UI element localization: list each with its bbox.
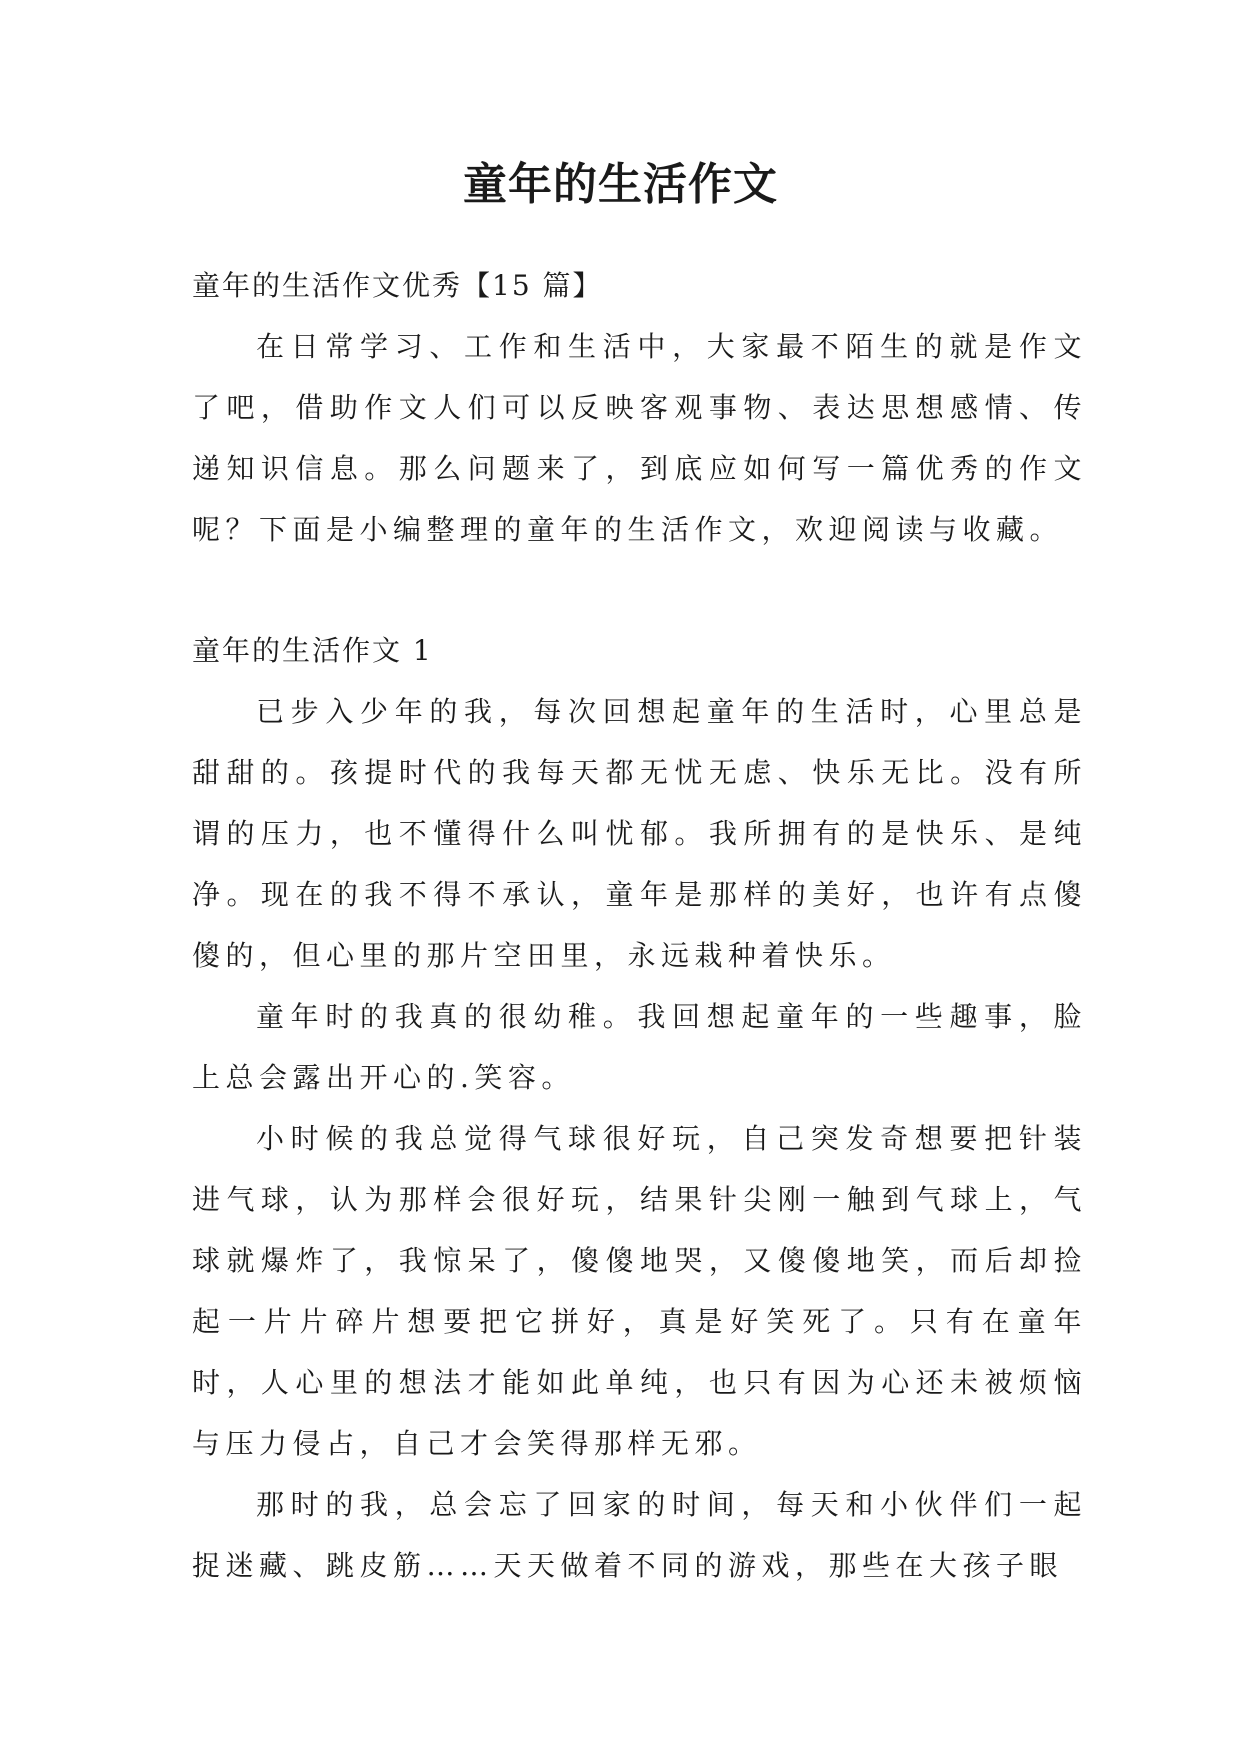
document-title: 童年的生活作文: [463, 159, 778, 210]
body-paragraph: 那时的我，总会忘了回家的时间，每天和小伙伴们一起捉迷藏、跳皮筋……天天做着不同的游戏，那些在大孩子眼: [192, 1488, 1087, 1582]
section-spacer: [192, 560, 1087, 621]
body-paragraph: 小时候的我总觉得气球很好玩，自己突发奇想要把针装进气球，认为那样会很好玩，结果针尖刚一触到气球上，气球就爆炸了，我惊呆了，傻傻地哭，又傻傻地笑，而后却捡起一片片碎片想要把它拼好，真是好笑死了。只有在童年时，人心里的想法才能如此单纯，也只有因为心还未被烦恼与压力侵占，自己才会笑得那样无邪。: [192, 1122, 1087, 1460]
document-body: [192, 256, 1087, 1596]
body-paragraph: 已步入少年的我，每次回想起童年的生活时，心里总是甜甜的。孩提时代的我每天都无忧无虑、快乐无比。没有所谓的压力，也不懂得什么叫忧郁。我所拥有的是快乐、是纯净。现在的我不得不承认，童年是那样的美好，也许有点傻傻的，但心里的那片空田里，永远栽种着快乐。: [192, 695, 1087, 972]
body-paragraph: 童年时的我真的很幼稚。我回想起童年的一些趣事，脸上总会露出开心的.笑容。: [192, 1000, 1087, 1094]
section-heading: 童年的生活作文 1: [192, 634, 433, 667]
document-subtitle: 童年的生活作文优秀【15 篇】: [192, 269, 603, 302]
intro-paragraph: 在日常学习、工作和生活中，大家最不陌生的就是作文了吧，借助作文人们可以反映客观事物、表达思想感情、传递知识信息。那么问题来了，到底应如何写一篇优秀的作文呢？下面是小编整理的童年的生活作文，欢迎阅读与收藏。: [192, 330, 1087, 546]
